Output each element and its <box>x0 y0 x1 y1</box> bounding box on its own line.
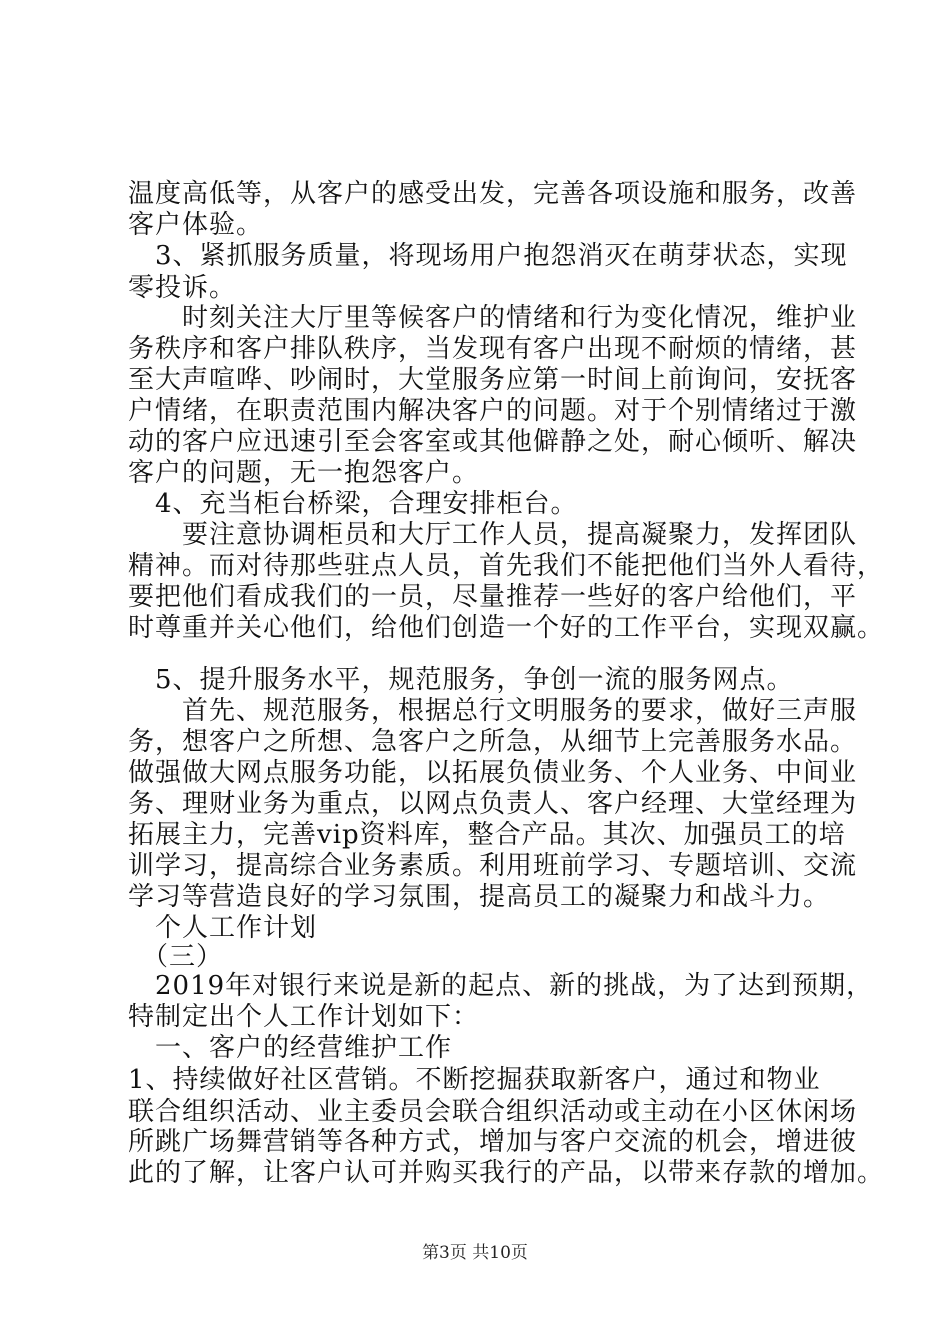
paragraph-line: 联合组织活动、业主委员会联合组织活动或主动在小区休闲场 <box>128 1097 858 1127</box>
paragraph-line: 客户体验。 <box>128 210 264 240</box>
paragraph-line: 务，想客户之所想、急客户之所急，从细节上完善服务水品。 <box>128 727 858 757</box>
paragraph-line: 客户的问题，无一抱怨客户。 <box>128 458 480 488</box>
paragraph-line: 务、理财业务为重点，以网点负责人、客户经理、大堂经理为 <box>128 789 858 819</box>
page-number-footer: 第3页 共10页 <box>422 1243 528 1263</box>
paragraph-line: 4、充当柜台桥梁，合理安排柜台。 <box>128 489 578 519</box>
paragraph-line: 要注意协调柜员和大厅工作人员，提高凝聚力，发挥团队 <box>128 520 858 550</box>
paragraph-line: （三） <box>128 942 224 972</box>
paragraph-line: 学习等营造良好的学习氛围，提高员工的凝聚力和战斗力。 <box>128 882 831 912</box>
paragraph-line: 零投诉。 <box>128 273 237 303</box>
paragraph-line: 个人工作计划 <box>128 913 318 943</box>
paragraph-line: 至大声喧哗、吵闹时，大堂服务应第一时间上前询问，安抚客 <box>128 365 858 395</box>
paragraph-line: 此的了解，让客户认可并购买我行的产品，以带来存款的增加。 <box>128 1158 885 1188</box>
paragraph-line: 动的客户应迅速引至会客室或其他僻静之处，耐心倾听、解决 <box>128 427 858 457</box>
paragraph-line: 1、持续做好社区营销。不断挖掘获取新客户，通过和物业 <box>128 1065 821 1095</box>
paragraph-line: 时尊重并关心他们，给他们创造一个好的工作平台，实现双赢。 <box>128 613 885 643</box>
paragraph-line: 特制定出个人工作计划如下： <box>128 1002 480 1032</box>
paragraph-line: 温度高低等，从客户的感受出发，完善各项设施和服务，改善 <box>128 179 858 209</box>
paragraph-line: 要把他们看成我们的一员，尽量推荐一些好的客户给他们，平 <box>128 582 858 612</box>
paragraph-line: 一、客户的经营维护工作 <box>128 1033 453 1063</box>
paragraph-line: 做强做大网点服务功能，以拓展负债业务、个人业务、中间业 <box>128 758 858 788</box>
paragraph-line: 5、提升服务水平，规范服务，争创一流的服务网点。 <box>128 665 794 695</box>
paragraph-line: 训学习，提高综合业务素质。利用班前学习、专题培训、交流 <box>128 851 858 881</box>
paragraph-line: 2019年对银行来说是新的起点、新的挑战，为了达到预期， <box>128 971 874 1001</box>
paragraph-line: 户情绪，在职责范围内解决客户的问题。对于个别情绪过于激 <box>128 396 858 426</box>
paragraph-line: 3、紧抓服务质量，将现场用户抱怨消灭在萌芽状态，实现 <box>128 241 848 271</box>
paragraph-line: 所跳广场舞营销等各种方式，增加与客户交流的机会，增进彼 <box>128 1127 858 1157</box>
paragraph-line: 首先、规范服务，根据总行文明服务的要求，做好三声服 <box>128 696 858 726</box>
paragraph-line: 务秩序和客户排队秩序，当发现有客户出现不耐烦的情绪，甚 <box>128 334 858 364</box>
paragraph-line: 拓展主力，完善vip资料库，整合产品。其次、加强员工的培 <box>128 820 846 850</box>
paragraph-line: 时刻关注大厅里等候客户的情绪和行为变化情况，维护业 <box>128 303 858 333</box>
paragraph-line: 精神。而对待那些驻点人员，首先我们不能把他们当外人看待， <box>128 551 885 581</box>
